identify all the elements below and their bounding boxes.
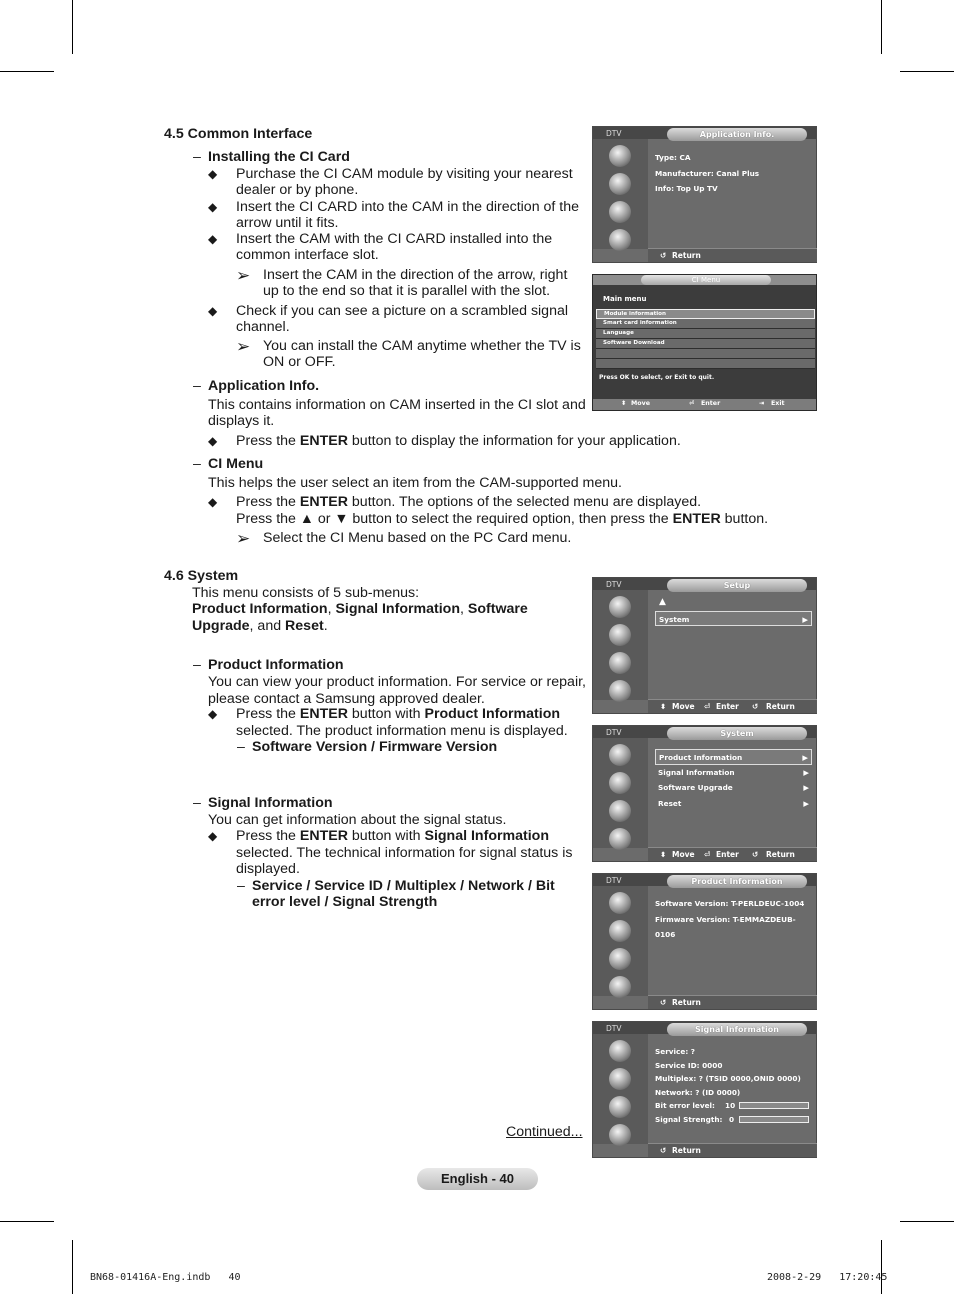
bullet-icon: ◆ (208, 167, 218, 181)
signal-strength-bar (739, 1116, 809, 1123)
sound-icon (609, 173, 631, 195)
screen-product-information (592, 873, 817, 1010)
note-text: You can install the CAM anytime whether the TV is ON or OFF. (263, 338, 581, 371)
bullet-icon: ◆ (208, 829, 218, 843)
footer-timestamp: 2008-2-29 17:20:45 (767, 1272, 888, 1283)
menu-item-reset[interactable] (655, 796, 812, 812)
footer-file-name: BN68-01416A-Eng.indb 40 (90, 1272, 241, 1283)
bullet-text: Press the ▲ or ▼ button to select the required option, then press the ENTER button. (236, 511, 769, 527)
bullet-icon: ◆ (208, 707, 218, 721)
signal-strength-row (655, 1113, 815, 1127)
screen-title: Setup (667, 579, 807, 592)
return-icon: ↺ (660, 251, 667, 260)
return-label: Return (672, 998, 701, 1007)
bullet-text: Press the ENTER button to display the information for your application. (236, 433, 681, 449)
screen-content (655, 595, 815, 626)
crop-mark (72, 0, 73, 54)
sound-icon (609, 920, 631, 942)
screen-bottom-bar (593, 399, 816, 410)
bit-error-value: 10 (725, 1101, 736, 1110)
subsection-title: Signal Information (208, 795, 333, 811)
bullet-text: Press the ENTER button with Signal Information (236, 828, 550, 844)
screen-bottom-bar (648, 1143, 817, 1157)
section-title: 4.5 Common Interface (164, 126, 313, 142)
crop-mark (72, 1240, 73, 1294)
paragraph: This menu consists of 5 sub-menus: (192, 585, 420, 601)
bullet-text: selected. The product information menu is displayed. (236, 723, 568, 739)
arrow-right-icon: ▶ (803, 767, 809, 777)
dtv-label: DTV (606, 129, 622, 138)
menu-item-label: Product Information (659, 753, 743, 762)
screen-content (655, 749, 815, 811)
dtv-label: DTV (606, 728, 622, 737)
return-label: Return (672, 251, 701, 260)
channel-icon (609, 800, 631, 822)
bit-error-bar (739, 1102, 809, 1109)
channel-icon (609, 948, 631, 970)
picture-icon (609, 596, 631, 618)
setup-icon (609, 229, 631, 251)
info-line: Service: ? (655, 1047, 696, 1056)
setup-icon (609, 1124, 631, 1146)
menu-item-label: Software Upgrade (658, 783, 733, 792)
menu-item-product-information[interactable] (655, 749, 812, 765)
dash: – (237, 739, 245, 755)
screen-bottom-bar (648, 995, 817, 1009)
screen-setup (592, 577, 817, 714)
section-title: 4.6 System (164, 568, 239, 584)
subsection-title: Product Information (208, 657, 344, 673)
bullet-icon: ◆ (208, 304, 218, 318)
return-label: Return (766, 702, 795, 711)
picture-icon (609, 1040, 631, 1062)
picture-icon (609, 892, 631, 914)
ci-menu-item[interactable]: Module information (596, 309, 815, 319)
screen-application-info (592, 126, 817, 263)
crop-mark (881, 1240, 882, 1294)
info-line: Firmware Version: T-EMMAZDEUB-0106 (655, 914, 796, 939)
sub-item: Software Version / Firmware Version (252, 739, 498, 755)
crop-mark (881, 0, 882, 54)
sound-icon (609, 1068, 631, 1090)
ci-menu-list (596, 309, 815, 369)
paragraph: This contains information on CAM inserted in the CI slot and displays it. (208, 397, 586, 430)
note-arrow-icon: ➢ (236, 266, 251, 285)
bullet-text: Insert the CAM with the CI CARD installed into the common interface slot. (236, 231, 553, 264)
crop-mark (0, 1221, 54, 1222)
dash: – (193, 456, 201, 472)
note-arrow-icon: ➢ (236, 529, 251, 548)
info-line: Network: ? (ID 0000) (655, 1087, 741, 1097)
screen-content (655, 150, 815, 197)
dash: – (193, 378, 201, 394)
submenu-list: Product Information, Signal Information, Software Upgrade, and Reset. (192, 601, 528, 634)
menu-item-system[interactable] (655, 611, 812, 627)
ci-menu-item[interactable]: Smart card information (596, 319, 815, 329)
return-icon: ↺ (752, 850, 759, 859)
exit-icon: ⇥ (759, 400, 765, 407)
screen-bottom-bar (648, 699, 817, 713)
bit-error-label: Bit error level: (655, 1101, 715, 1110)
exit-label: Exit (771, 400, 785, 407)
info-line: Service ID: 0000 (655, 1060, 723, 1070)
menu-item-label: Reset (658, 798, 682, 808)
move-icon: ⬍ (621, 400, 627, 407)
move-label: Move (672, 850, 695, 859)
dash: – (237, 878, 245, 894)
menu-item-signal-information[interactable] (655, 765, 812, 781)
info-line: Software Version: T-PERLDEUC-1004 (655, 899, 805, 908)
setup-icon (609, 680, 631, 702)
ci-menu-item-empty (596, 349, 815, 359)
move-label: Move (631, 400, 650, 407)
crop-mark (900, 71, 954, 72)
bullet-text: Purchase the CI CAM module by visiting your nearest dealer or by phone. (236, 166, 573, 199)
menu-item-label: System (659, 614, 690, 624)
bullet-icon: ◆ (208, 434, 218, 448)
arrow-right-icon: ▶ (803, 798, 809, 808)
screen-bottom-bar (648, 847, 817, 861)
enter-label: Enter (701, 400, 721, 407)
enter-icon: ⏎ (689, 400, 695, 407)
info-line: Info: Top Up TV (655, 184, 718, 193)
menu-icon-column (593, 139, 648, 249)
crop-mark (0, 71, 54, 72)
screen-title: Application Info. (667, 128, 807, 141)
screen-bottom-bar (648, 248, 817, 262)
continued-link: Continued... (506, 1124, 583, 1140)
bullet-icon: ◆ (208, 232, 218, 246)
screen-content (655, 1045, 815, 1126)
screen-system (592, 725, 817, 862)
enter-icon: ⏎ (704, 702, 711, 711)
screen-signal-information (592, 1021, 817, 1158)
screen-content (655, 896, 815, 943)
note-text: Insert the CAM in the direction of the arrow, right up to the end so that it is parallel with the slot. (263, 267, 568, 300)
bullet-text: Press the ENTER button with Product Information (236, 706, 561, 722)
ci-menu-item[interactable]: Language (596, 329, 815, 339)
menu-item-software-upgrade[interactable] (655, 780, 812, 796)
bit-error-row (655, 1099, 815, 1113)
subsection-title: CI Menu (208, 456, 264, 472)
bullet-text: Check if you can see a picture on a scrambled signal channel. (236, 303, 569, 336)
scroll-up-icon: ▲ (659, 597, 666, 607)
move-icon: ⬍ (660, 850, 667, 859)
arrow-right-icon: ▶ (802, 614, 808, 624)
crop-mark (900, 1221, 954, 1222)
page-number-badge: English - 40 (417, 1168, 538, 1190)
move-icon: ⬍ (660, 702, 667, 711)
dash: – (193, 657, 201, 673)
return-label: Return (672, 1146, 701, 1155)
arrow-right-icon: ▶ (802, 753, 808, 762)
screen-title: Product Information (667, 875, 807, 888)
menu-item-label: Signal Information (658, 767, 735, 777)
return-icon: ↺ (660, 998, 667, 1007)
channel-icon (609, 1096, 631, 1118)
sound-icon (609, 772, 631, 794)
return-label: Return (766, 850, 795, 859)
screen-title: System (667, 727, 807, 740)
arrow-right-icon: ▶ (803, 783, 809, 792)
note-text: Select the CI Menu based on the PC Card menu. (263, 530, 572, 546)
paragraph: You can view your product information. For service or repair, please contact a Samsung approved dealer. (208, 674, 586, 707)
info-line: Type: CA (655, 153, 691, 162)
subsection-title: Installing the CI Card (208, 149, 350, 165)
info-line: Manufacturer: Canal Plus (655, 168, 760, 178)
enter-label: Enter (716, 702, 739, 711)
note-arrow-icon: ➢ (236, 337, 251, 356)
dtv-label: DTV (606, 1024, 622, 1033)
screen-ci-menu (592, 274, 817, 411)
sound-icon (609, 624, 631, 646)
bullet-text: Insert the CI CARD into the CAM in the direction of the arrow until it fits. (236, 199, 580, 232)
return-icon: ↺ (660, 1146, 667, 1155)
dash: – (193, 149, 201, 165)
menu-icon-column (593, 590, 648, 700)
enter-icon: ⏎ (704, 850, 711, 859)
screen-title: CI Menu (641, 275, 771, 285)
bullet-text: Press the ENTER button. The options of the selected menu are displayed. (236, 494, 702, 510)
screen-top-bar (593, 275, 816, 285)
picture-icon (609, 744, 631, 766)
ci-menu-item-empty (596, 359, 815, 369)
sub-item: Service / Service ID / Multiplex / Network / Bit error level / Signal Strength (252, 878, 555, 911)
move-label: Move (672, 702, 695, 711)
paragraph: You can get information about the signal status. (208, 812, 507, 828)
setup-icon (609, 976, 631, 998)
paragraph: This helps the user select an item from the CAM-supported menu. (208, 475, 622, 491)
screen-title: Signal Information (667, 1023, 807, 1036)
channel-icon (609, 201, 631, 223)
main-menu-label: Main menu (603, 295, 647, 303)
enter-label: Enter (716, 850, 739, 859)
dtv-label: DTV (606, 580, 622, 589)
ci-menu-item[interactable]: Software Download (596, 339, 815, 349)
channel-icon (609, 652, 631, 674)
signal-strength-value: 0 (729, 1114, 735, 1124)
menu-icon-column (593, 1034, 648, 1144)
bullet-icon: ◆ (208, 495, 218, 509)
subsection-title: Application Info. (208, 378, 320, 394)
picture-icon (609, 145, 631, 167)
bullet-icon: ◆ (208, 200, 218, 214)
dtv-label: DTV (606, 876, 622, 885)
setup-icon (609, 828, 631, 850)
info-line: Multiplex: ? (TSID 0000,ONID 0000) (655, 1074, 801, 1083)
ci-instruction: Press OK to select, or Exit to quit. (599, 374, 715, 381)
menu-icon-column (593, 886, 648, 996)
signal-strength-label: Signal Strength: (655, 1114, 723, 1124)
dash: – (193, 795, 201, 811)
menu-icon-column (593, 738, 648, 848)
bullet-text: selected. The technical information for signal status is displayed. (236, 845, 573, 878)
return-icon: ↺ (752, 702, 759, 711)
